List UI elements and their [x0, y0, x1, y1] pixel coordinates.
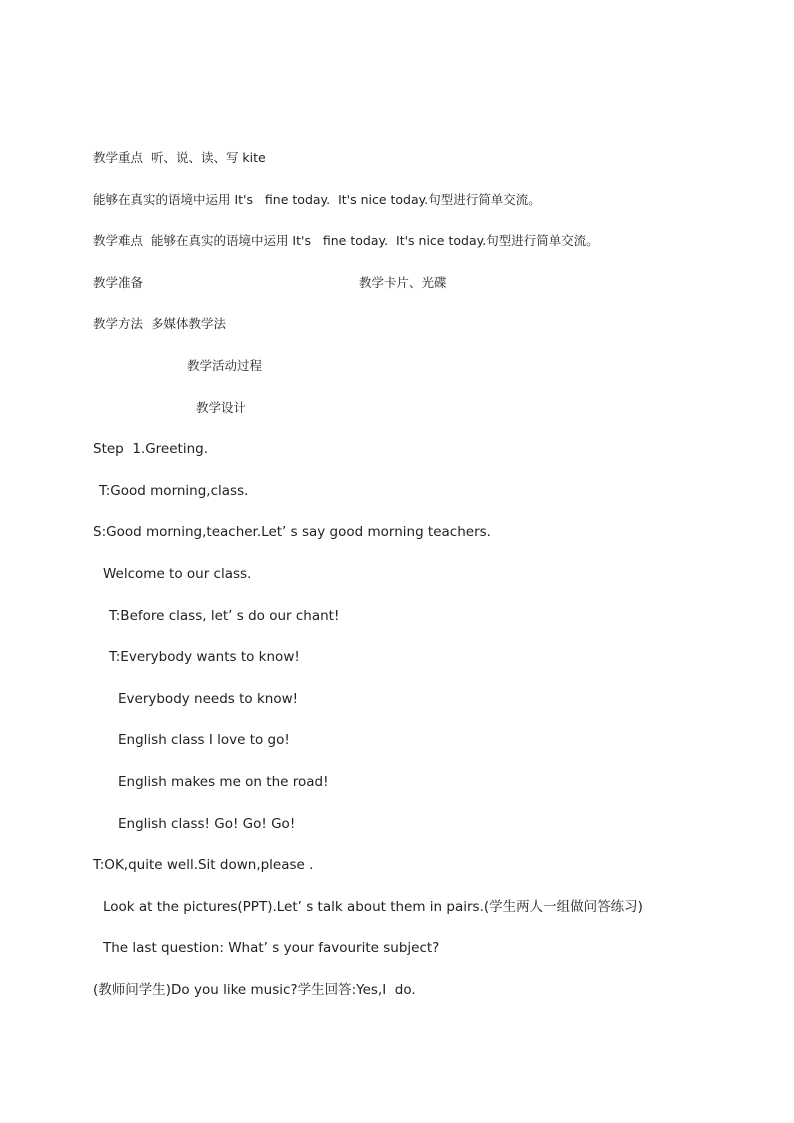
chant-line: English makes me on the road! — [118, 774, 329, 790]
teaching-focus: 教学重点 听、说、读、写 kite — [93, 150, 266, 165]
process-heading: 教学活动过程 — [187, 358, 263, 373]
teaching-method: 教学方法 多媒体教学法 — [93, 316, 226, 331]
chant-line: T:Everybody wants to know! — [109, 649, 300, 665]
step-heading: Step 1.Greeting. — [93, 441, 208, 457]
dialogue-line: T:Good morning,class. — [99, 483, 249, 499]
chant-line: English class I love to go! — [118, 732, 290, 748]
teaching-prep-label: 教学准备 — [93, 275, 144, 290]
dialogue-line: (教师问学生)Do you like music?学生回答:Yes,I do. — [93, 982, 416, 998]
dialogue-line: S:Good morning,teacher.Let’ s say good morning teachers. — [93, 524, 491, 540]
dialogue-line: Welcome to our class. — [103, 566, 252, 582]
chant-line: English class! Go! Go! Go! — [118, 816, 296, 832]
dialogue-line: T:OK,quite well.Sit down,please . — [93, 857, 314, 873]
teaching-objective: 能够在真实的语境中运用 It's fine today. It's nice today.句型进行简单交流。 — [93, 192, 541, 207]
chant-line: Everybody needs to know! — [118, 691, 299, 707]
dialogue-line: T:Before class, let’ s do our chant! — [109, 608, 340, 624]
teaching-prep-value: 教学卡片、光碟 — [359, 275, 447, 290]
design-heading: 教学设计 — [196, 400, 247, 415]
teaching-difficulty: 教学难点 能够在真实的语境中运用 It's fine today. It's nice today.句型进行简单交流。 — [93, 233, 599, 248]
dialogue-line: Look at the pictures(PPT).Let’ s talk about them in pairs.(学生两人一组做问答练习) — [103, 899, 643, 915]
dialogue-line: The last question: What’ s your favourite subject? — [103, 940, 440, 956]
